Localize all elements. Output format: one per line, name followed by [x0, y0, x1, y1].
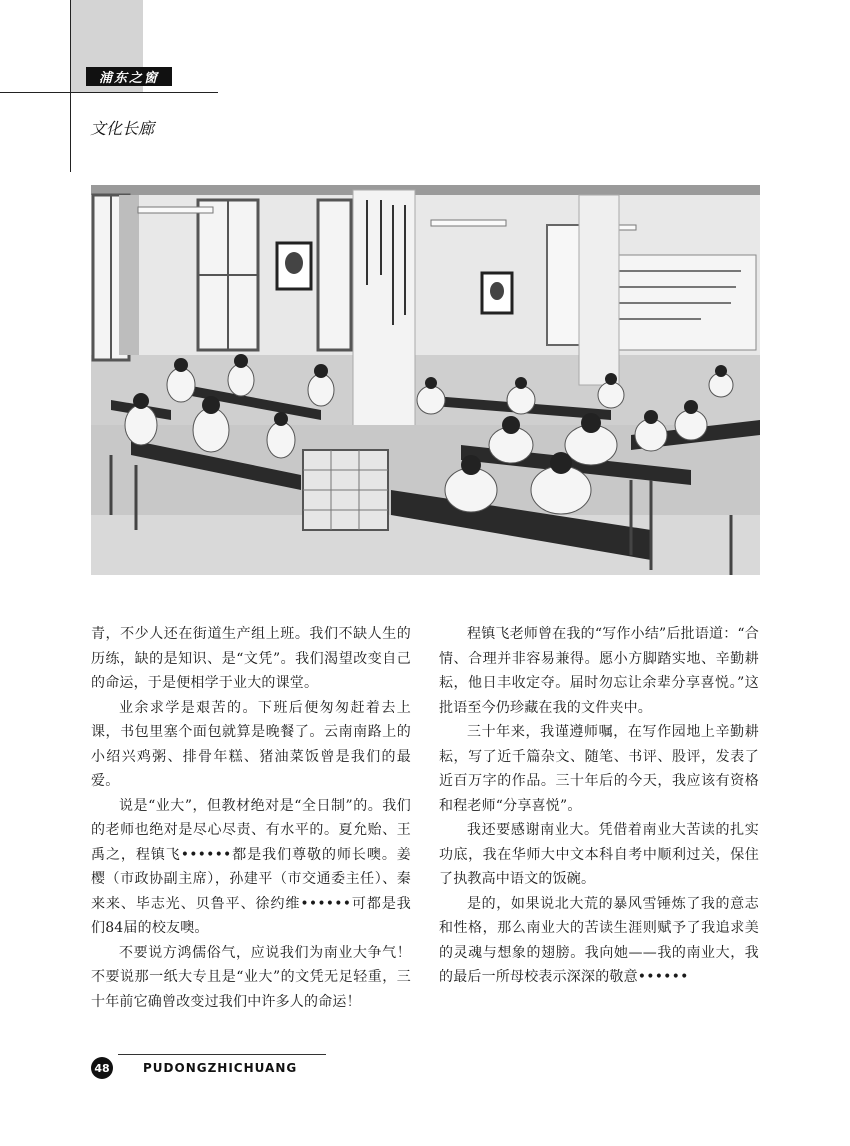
footer-rule [118, 1054, 326, 1055]
article-left-column [91, 622, 411, 1014]
article-paragraph: 不要说方鸿儒俗气，应说我们为南业大争气！不要说那一纸大专且是“业大”的文凭无足轻重，三十年前它确曾改变过我们中许多人的命运！ [91, 944, 411, 1010]
article-paragraph: 三十年来，我谨遵师嘱，在写作园地上辛勤耕耘，写了近千篇杂文、随笔、书评、股评，发表了近百万字的作品。三十年后的今天，我应该有资格和程老师“分享喜悦”。 [439, 724, 759, 814]
magazine-logo: 浦东之窗 [86, 67, 172, 86]
section-title: 文化长廊 [90, 119, 155, 138]
header-vertical-rule [70, 0, 71, 172]
article-right-column [439, 622, 759, 990]
article-paragraph: 说是“业大”，但教材绝对是“全日制”的。我们的老师也绝对是尽心尽责、有水平的。夏允贻、王禹之，程镇飞••••••都是我们尊敬的师长噢。姜樱（市政协副主席），孙建平（市交通委主任）、秦来来、毕志光、贝鲁平、徐约维••••••可都是我们84届的校友噢。 [91, 797, 411, 936]
article-paragraph: 程镇飞老师曾在我的“写作小结”后批语道：“合情、合理并非容易兼得。愿小方脚踏实地、辛勤耕耘，他日丰收定夺。届时勿忘让余辈分享喜悦。”这批语至今仍珍藏在我的文件夹中。 [439, 626, 759, 716]
article-paragraph: 是的，如果说北大荒的暴风雪锤炼了我的意志和性格，那么南业大的苦读生涯则赋予了我追求美的灵魂与想象的翅膀。我向她——我的南业大，我的最后一所母校表示深深的敬意•••••• [439, 895, 759, 985]
footer-magazine-name: PUDONGZHICHUANG [143, 1061, 298, 1075]
article-paragraph: 业余求学是艰苦的。下班后便匆匆赶着去上课，书包里塞个面包就算是晚餐了。云南南路上的小绍兴鸡粥、排骨年糕、猪油菜饭曾是我们的最爱。 [91, 699, 411, 789]
article-paragraph: 青，不少人还在街道生产组上班。我们不缺人生的历练，缺的是知识、是“文凭”。我们渴望改变自己的命运，于是便相学于业大的课堂。 [91, 626, 411, 691]
article-paragraph: 我还要感谢南业大。凭借着南业大苦读的扎实功底，我在华师大中文本科自考中顺利过关，保住了执教高中语文的饭碗。 [439, 822, 759, 887]
header-horizontal-rule [0, 92, 218, 93]
reading-room-photo [91, 185, 760, 575]
page-number: 48 [91, 1057, 113, 1079]
